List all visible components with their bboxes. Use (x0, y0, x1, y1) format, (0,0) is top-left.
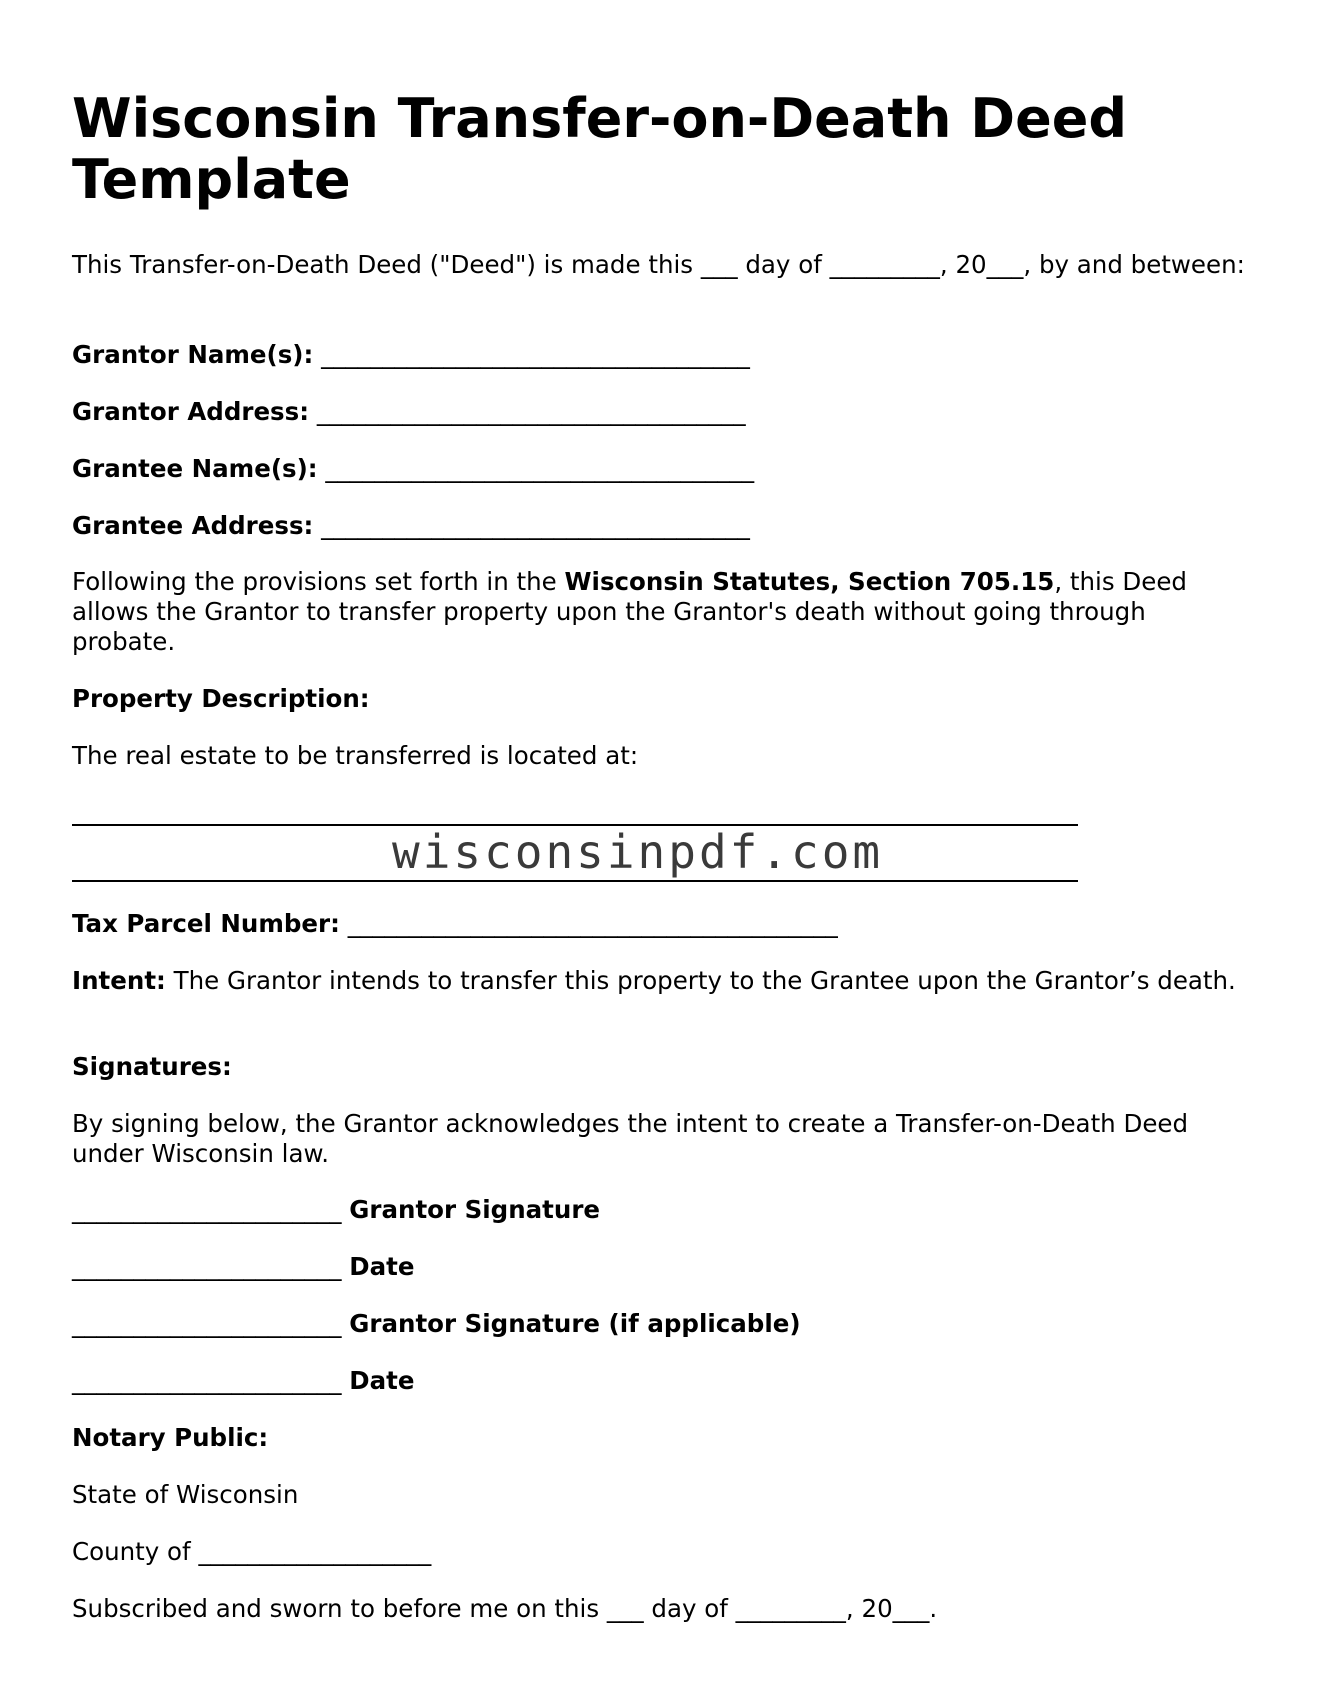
grantor-signature-line (72, 1195, 1252, 1225)
provisions-post: , this Deed allows the Grantor to transfer property upon the Grantor's death without going through probate. (72, 567, 1195, 656)
tax-parcel-blank: ________________________________________ (347, 909, 838, 938)
grantor-name-label: Grantor Name(s): (72, 340, 314, 369)
notary-heading: Notary Public: (72, 1423, 269, 1452)
grantor-name-field (72, 340, 1252, 370)
watermark: wisconsinpdf.com (392, 825, 884, 879)
property-address-line-2 (72, 880, 1078, 882)
document-title: Wisconsin Transfer-on-Death Deed Template (72, 87, 1128, 211)
notary-subscribed: Subscribed and sworn to before me on this ___ day of _________, 20___. (72, 1594, 938, 1623)
grantor-name-blank: ___________________________________ (321, 340, 750, 369)
date-blank: ______________________ (72, 1252, 342, 1281)
tax-parcel-field (72, 909, 1252, 939)
signature-blank-2: ______________________ (72, 1309, 342, 1338)
property-location-text: The real estate to be transferred is located at: (72, 741, 639, 770)
provisions-paragraph (72, 567, 1252, 657)
grantor-address-blank: ___________________________________ (316, 397, 746, 426)
grantor-address-field (72, 397, 1252, 427)
signatures-heading: Signatures: (72, 1052, 232, 1081)
grantee-name-blank: ___________________________________ (325, 454, 755, 483)
date-line (72, 1252, 1252, 1282)
grantee-address-field (72, 511, 1252, 541)
signature-blank: ______________________ (72, 1195, 342, 1224)
statute-reference: Wisconsin Statutes, Section 705.15 (564, 567, 1055, 596)
signatures-paragraph: By signing below, the Grantor acknowledges the intent to create a Transfer-on-Death Deed under Wisconsin law. (72, 1109, 1196, 1168)
grantee-name-field (72, 454, 1252, 484)
grantor-signature-label-2: Grantor Signature (if applicable) (349, 1309, 801, 1338)
intent-paragraph (72, 966, 1252, 996)
date-label-2: Date (349, 1366, 415, 1395)
notary-state: State of Wisconsin (72, 1480, 299, 1509)
notary-county: County of ___________________ (72, 1537, 432, 1566)
intent-text: The Grantor intends to transfer this property to the Grantee upon the Grantor’s death. (165, 966, 1236, 995)
date-label: Date (349, 1252, 415, 1281)
property-heading: Property Description: (72, 684, 370, 713)
grantor-address-label: Grantor Address: (72, 397, 310, 426)
intro-paragraph: This Transfer-on-Death Deed ("Deed") is made this ___ day of _________, 20___, by and between: (72, 250, 1245, 279)
provisions-pre: Following the provisions set forth in the (72, 567, 565, 596)
tax-parcel-label: Tax Parcel Number: (72, 909, 340, 938)
date-blank-2: ______________________ (72, 1366, 342, 1395)
date-line-2 (72, 1366, 1252, 1396)
grantor-signature-label: Grantor Signature (349, 1195, 601, 1224)
grantee-address-label: Grantee Address: (72, 511, 314, 540)
grantor-signature-line-2 (72, 1309, 1252, 1339)
grantee-name-label: Grantee Name(s): (72, 454, 318, 483)
grantee-address-blank: ___________________________________ (321, 511, 750, 540)
intent-label: Intent: (72, 966, 166, 995)
